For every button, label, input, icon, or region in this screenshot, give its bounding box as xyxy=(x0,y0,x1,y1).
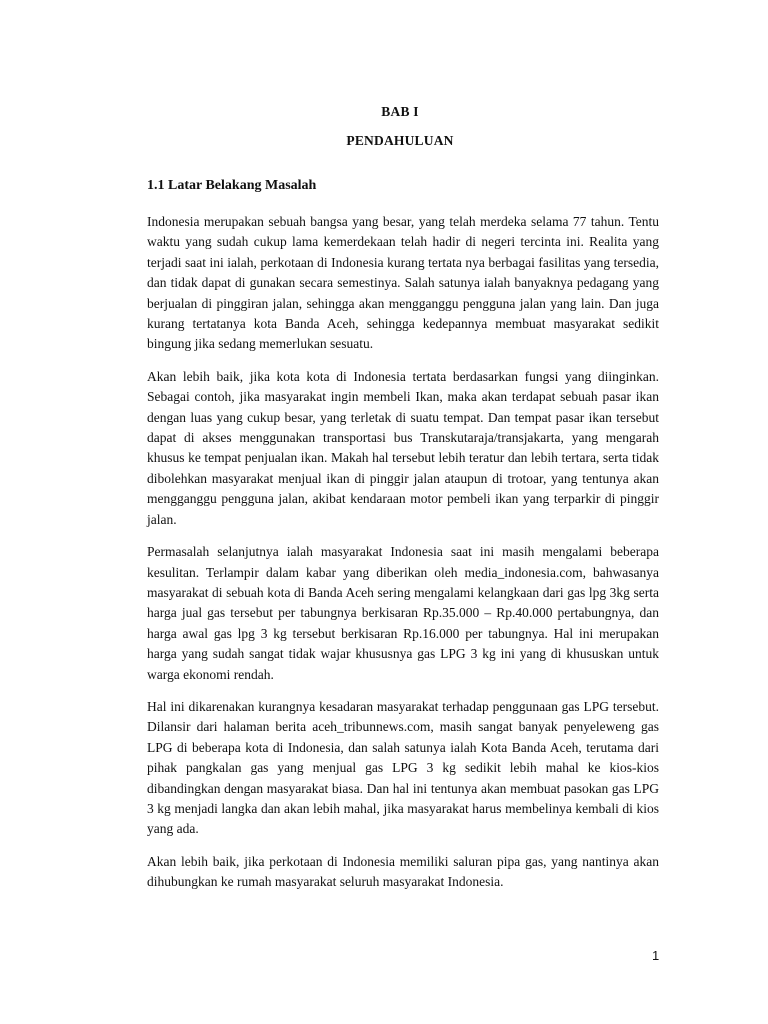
body-text xyxy=(147,212,659,905)
chapter-title: PENDAHULUAN xyxy=(346,133,454,148)
section-title: 1.1 Latar Belakang Masalah xyxy=(147,178,317,193)
paragraph: Akan lebih baik, jika kota kota di Indonesia tertata berdasarkan fungsi yang diinginkan. Sebagai contoh, jika masyarakat ingin membeli Ikan, maka akan terdapat sebuah pasar ikan dengan luas yang cukup besar, yang terletak di suatu tempat. Dan tempat pasar ikan tersebut dapat di akses menggunakan transportasi bus Transkutaraja/transjakarta, yang mengarah khusus ke tempat penjualan ikan. Makah hal tersebut lebih teratur dan lebih tertara, serta tidak dibolehkan masyarakat menjual ikan di pinggir jalan ataupun di trotoar, yang tentunya akan mengganggu pengguna jalan, akibat kendaraan motor pembeli ikan yang terparkir di pinggir jalan. xyxy=(147,368,659,527)
page-number: 1 xyxy=(652,948,660,963)
paragraph: Akan lebih baik, jika perkotaan di Indonesia memiliki saluran pipa gas, yang nantinya akan dihubungkan ke rumah masyarakat seluruh masyarakat Indonesia. xyxy=(147,853,659,890)
paragraph: Permasalah selanjutnya ialah masyarakat Indonesia saat ini masih mengalami beberapa kesulitan. Terlampir dalam kabar yang diberikan oleh media_indonesia.com, bahwasanya masyarakat di sebuah kota di Banda Aceh sering mengalami kelangkaan dari gas lpg 3kg serta harga jual gas tersebut per tabungnya berkisaran Rp.35.000 – Rp.40.000 pertabungnya, dan harga awal gas lpg 3 kg tersebut berkisaran Rp.16.000 per tabungnya. Hal ini merupakan harga yang sudah sangat tidak wajar khususnya gas LPG 3 kg ini yang di khususkan untuk warga ekonomi rendah. xyxy=(147,544,659,682)
paragraph: Hal ini dikarenakan kurangnya kesadaran masyarakat terhadap penggunaan gas LPG tersebut. Dilansir dari halaman berita aceh_tribunnews.com, masih sangat banyak penyeleweng gas LPG di beberapa kota di Indonesia, dan salah satunya ialah Kota Banda Aceh, terutama dari pihak pangkalan gas yang menjual gas LPG 3 kg sedikit lebih mahal ke kios-kios dibandingkan dengan masyarakat biasa. Dan hal ini tentunya akan membuat pasokan gas LPG 3 kg menjadi langka dan akan lebih mahal, jika masyarakat harus membelinya kembali di kios yang ada. xyxy=(147,698,659,837)
chapter-number: BAB I xyxy=(381,104,419,119)
paragraph: Indonesia merupakan sebuah bangsa yang besar, yang telah merdeka selama 77 tahun. Tentu waktu yang sudah cukup lama kemerdekaan telah hadir di negeri tercinta ini. Realita yang terjadi saat ini ialah, perkotaan di Indonesia kurang tertata nya berbagai fasilitas yang tersedia, dan tidak dapat di gunakan secara semestinya. Salah satunya ialah banyaknya pedagang yang berjualan di pinggiran jalan, sehingga akan mengganggu pengguna jalan yang lain. Dan juga kurang tertatanya kota Banda Aceh, sehingga kedepannya membuat masyarakat sedikit bingung jika sedang memerlukan sesuatu. xyxy=(147,214,659,352)
